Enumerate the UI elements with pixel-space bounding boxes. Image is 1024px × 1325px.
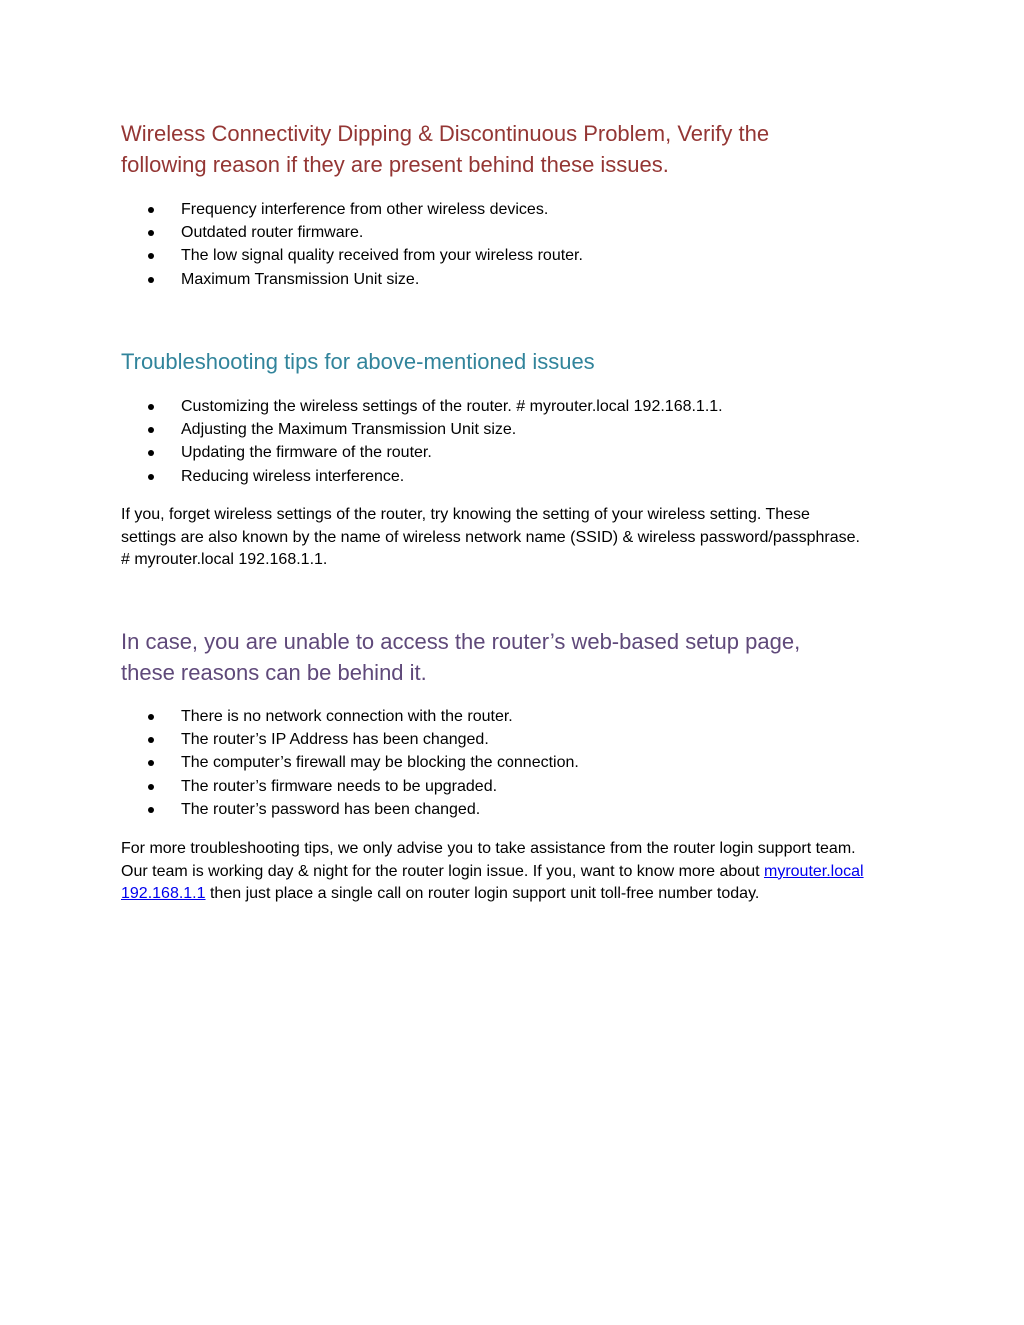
list-item-text: The router’s password has been changed. (181, 800, 481, 818)
bullet-icon (148, 760, 154, 766)
bullet-icon (148, 404, 154, 410)
bullet-icon (148, 230, 154, 236)
bullet-icon (148, 737, 154, 743)
myrouter-link-part1[interactable]: myrouter.local (763, 862, 864, 880)
list-item-text: There is no network connection with the router. (181, 708, 513, 725)
section1-heading (121, 118, 911, 180)
list-item-text: Outdated router firmware. (181, 224, 364, 242)
bullet-icon (148, 277, 154, 283)
list-item (121, 441, 911, 464)
section3-heading-line1: In case, you are unable to access the router’s web-based setup page, (121, 629, 801, 654)
list-item (121, 198, 911, 221)
paragraph-line: # myrouter.local 192.168.1.1. (121, 551, 328, 568)
list-item-text: Reducing wireless interference. (181, 467, 405, 485)
section3-paragraph (121, 838, 911, 906)
section3-heading (121, 626, 911, 688)
bullet-icon (148, 784, 154, 790)
paragraph-line: If you, forget wireless settings of the router, try knowing the setting of your wireless setting. These (121, 506, 810, 523)
paragraph-line: then just place a single call on router login support unit toll-free number today. (205, 885, 760, 902)
section3-reasons-list (121, 705, 911, 821)
list-item (121, 775, 911, 798)
section2-paragraph (121, 504, 911, 572)
list-item-text: Adjusting the Maximum Transmission Unit size. (181, 421, 517, 439)
section2-tips-list (121, 395, 911, 488)
paragraph-line: For more troubleshooting tips, we only advise you to take assistance from the router login support team. (121, 840, 856, 857)
section1-heading-line2: following reason if they are present behind these issues. (121, 152, 669, 177)
list-item-text: Maximum Transmission Unit size. (181, 270, 420, 288)
list-item (121, 221, 911, 244)
paragraph-line: settings are also known by the name of wireless network name (SSID) & wireless password/passphrase. (121, 528, 860, 546)
list-item (121, 798, 911, 821)
bullet-icon (148, 450, 154, 456)
list-item-text: The computer’s firewall may be blocking the connection. (181, 754, 579, 772)
list-item (121, 268, 911, 291)
section2-heading: Troubleshooting tips for above-mentioned issues (121, 349, 595, 374)
bullet-icon (148, 807, 154, 813)
list-item (121, 705, 911, 728)
list-item (121, 465, 911, 488)
list-item (121, 728, 911, 751)
list-item-text: The router’s IP Address has been changed. (181, 731, 489, 749)
list-item (121, 395, 911, 418)
myrouter-link-part2[interactable]: 192.168.1.1 (121, 885, 206, 902)
bullet-icon (148, 427, 154, 433)
bullet-icon (148, 474, 154, 480)
list-item-text: Customizing the wireless settings of the router. # myrouter.local 192.168.1.1. (181, 398, 723, 415)
list-item (121, 244, 911, 267)
list-item-text: The low signal quality received from your wireless router. (181, 247, 583, 265)
section1-reasons-list (121, 198, 911, 291)
list-item-text: The router’s firmware needs to be upgraded. (181, 777, 498, 795)
bullet-icon (148, 207, 154, 213)
paragraph-line: Our team is working day & night for the router login issue. If you, want to know more about (121, 862, 764, 880)
bullet-icon (148, 714, 154, 720)
list-item-text: Frequency interference from other wireless devices. (181, 201, 549, 218)
list-item-text: Updating the firmware of the router. (181, 444, 432, 462)
section3-heading-line2: these reasons can be behind it. (121, 660, 427, 685)
section1-heading-line1: Wireless Connectivity Dipping & Discontinuous Problem, Verify the (121, 121, 770, 146)
list-item (121, 751, 911, 774)
bullet-icon (148, 253, 154, 259)
list-item (121, 418, 911, 441)
